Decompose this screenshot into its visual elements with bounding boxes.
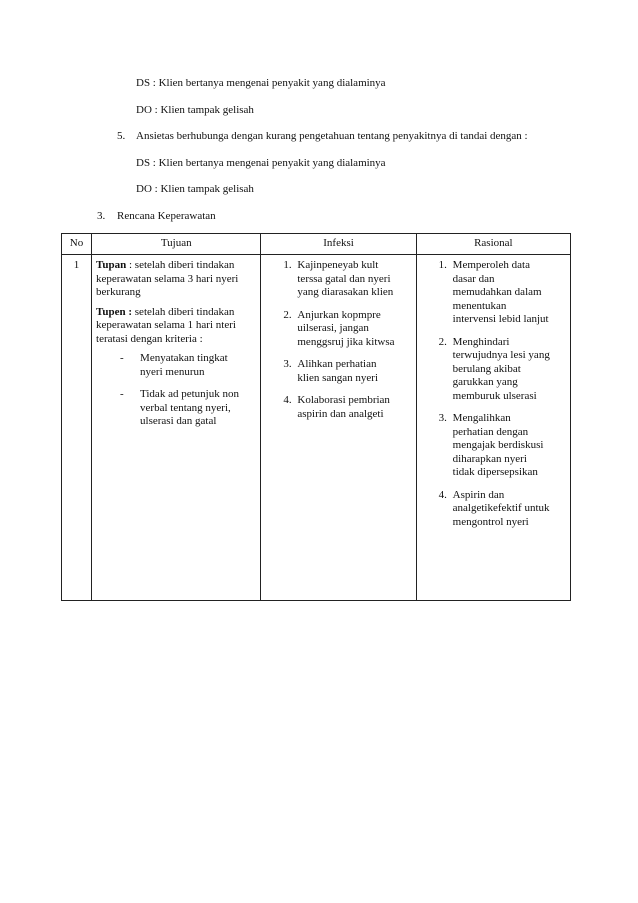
list-item [96,388,256,429]
row-number: 1 [62,255,92,601]
item-number: 1. [283,259,292,271]
tupen-paragraph [96,306,256,347]
section-3-title: Rencana Keperawatan [117,210,216,222]
list-item [417,412,564,480]
item-text: Alihkan perhatian klien sangan nyeri [297,358,379,384]
list-item [417,336,564,404]
ds-line-2: DS : Klien bertanya mengenai penyakit yang dialaminya [136,157,386,169]
item-text: Memperoleh data dasar dan memudahkan dalam menentukan intervensi lebid lanjut [452,259,549,325]
infeksi-cell [261,255,416,601]
tupan-paragraph [96,259,256,300]
list-item [96,352,256,379]
item-text: Anjurkan kopmpre uilserasi, jangan menggsruj jika kitwsa [297,308,395,348]
ds-line-1: DS : Klien bertanya mengenai penyakit yang dialaminya [136,77,386,89]
care-plan-table [61,233,571,601]
table-row [62,255,571,601]
section-3-number: 3. [97,210,106,222]
table-header-row [62,234,571,255]
item-number: 4. [438,488,447,501]
criteria-list [96,352,256,429]
tupen-label: Tupen : [96,305,133,318]
tujuan-cell [92,255,261,601]
do-line-1: DO : Klien tampak gelisah [136,104,254,116]
item-number: 2. [438,335,447,348]
item-text: Aspirin dan analgetikefektif untuk mengontrol nyeri [452,488,550,528]
header-no: No [62,234,92,255]
item-5-text: Ansietas berhubunga dengan kurang pengetahuan tentang penyakitnya di tandai dengan : [136,130,528,142]
list-item [261,358,409,385]
header-infeksi: Infeksi [261,234,416,255]
tupan-label: Tupan [96,259,127,271]
header-rasional: Rasional [416,234,570,255]
tupan-text: : setelah diberi tindakan keperawatan selama 3 hari nyeri berkurang [96,259,239,298]
list-item [261,259,409,300]
criteria-text: Tidak ad petunjuk non verbal tentang nyeri, ulserasi dan gatal [140,388,239,427]
list-item [417,489,564,530]
item-text: Kajinpeneyab kult terssa gatal dan nyeri yang diarasakan klien [297,259,394,298]
item-number: 2. [283,308,292,321]
item-text: Kolaborasi pembrian aspirin dan analgeti [297,394,390,420]
item-5-number: 5. [117,130,126,142]
list-item [417,259,564,327]
list-item [261,394,409,421]
do-line-2: DO : Klien tampak gelisah [136,183,254,195]
rasional-cell [416,255,570,601]
dash-bullet: - [120,388,124,400]
infeksi-list [261,255,415,438]
dash-bullet: - [120,352,124,364]
item-text: Mengalihkan perhatian dengan mengajak berdiskusi diharapkan nyeri tidak dipersepsikan [452,412,544,478]
criteria-text: Menyatakan tingkat nyeri menurun [140,352,228,378]
rasional-list [417,255,570,546]
item-number: 4. [283,394,292,406]
item-number: 3. [283,358,292,370]
item-number: 1. [438,259,447,271]
item-text: Menghindari terwujudnya lesi yang berulang akibat garukkan yang memburuk ulserasi [452,335,550,402]
item-number: 3. [438,412,447,424]
list-item [261,309,409,350]
tupen-text: setelah diberi tindakan keperawatan selama 1 hari nteri teratasi dengan kriteria : [96,305,236,345]
header-tujuan: Tujuan [92,234,261,255]
